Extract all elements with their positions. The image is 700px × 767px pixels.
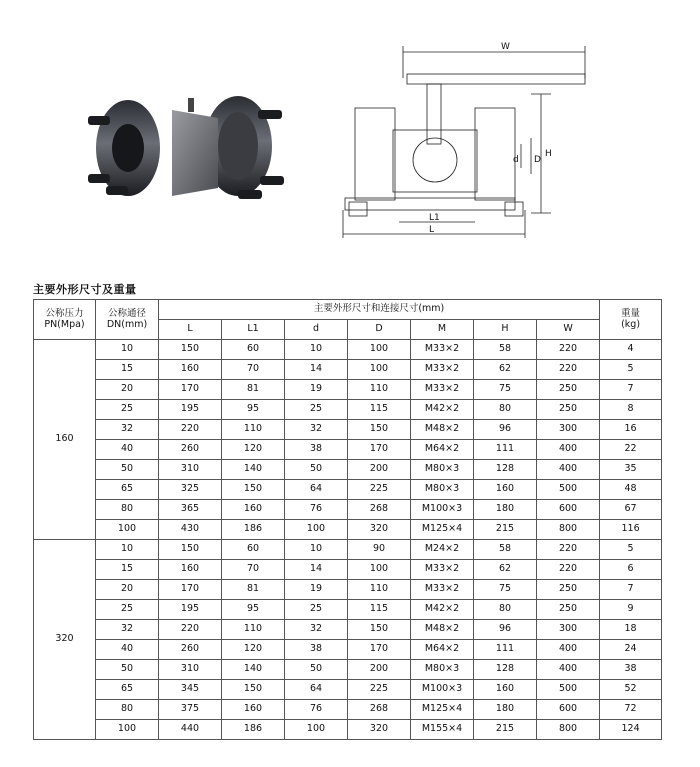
table-cell: 20 (96, 580, 159, 600)
valve-dimension-drawing (335, 38, 680, 243)
table-cell: 320 (348, 720, 411, 740)
table-cell: 96 (474, 420, 537, 440)
table-cell: 150 (159, 540, 222, 560)
table-cell: 7 (600, 580, 662, 600)
table-cell: 300 (537, 620, 600, 640)
table-row (34, 700, 662, 720)
table-cell: 32 (96, 420, 159, 440)
table-row (34, 420, 662, 440)
table-cell: 80 (96, 700, 159, 720)
table-cell: 260 (159, 640, 222, 660)
header-col-m: M (411, 320, 474, 340)
table-cell: 260 (159, 440, 222, 460)
table-cell: 310 (159, 660, 222, 680)
table-cell: 100 (96, 520, 159, 540)
table-cell: 250 (537, 580, 600, 600)
table-cell: 180 (474, 500, 537, 520)
pn-group-cell: 160 (34, 340, 96, 540)
table-cell: 195 (159, 600, 222, 620)
table-cell: 7 (600, 380, 662, 400)
table-cell: 14 (285, 360, 348, 380)
table-cell: 95 (222, 400, 285, 420)
table-cell: 24 (600, 640, 662, 660)
table-cell: 100 (348, 340, 411, 360)
table-cell: 38 (285, 440, 348, 460)
header-dims-group: 主要外形尺寸和连接尺寸(mm) (159, 300, 600, 320)
table-cell: 75 (474, 380, 537, 400)
table-cell: 80 (474, 600, 537, 620)
header-weight: 重量 (kg) (600, 300, 662, 340)
table-cell: 62 (474, 360, 537, 380)
table-cell: 60 (222, 340, 285, 360)
table-cell: 124 (600, 720, 662, 740)
table-cell: 200 (348, 660, 411, 680)
table-cell: M33×2 (411, 360, 474, 380)
table-cell: 5 (600, 540, 662, 560)
table-cell: 345 (159, 680, 222, 700)
table-cell: 800 (537, 720, 600, 740)
table-cell: 310 (159, 460, 222, 480)
table-cell: 115 (348, 600, 411, 620)
table-cell: 268 (348, 500, 411, 520)
table-cell: M48×2 (411, 620, 474, 640)
table-cell: M155×4 (411, 720, 474, 740)
table-cell: 20 (96, 380, 159, 400)
table-cell: 67 (600, 500, 662, 520)
table-cell: 62 (474, 560, 537, 580)
header-col-d-small: d (285, 320, 348, 340)
table-cell: M42×2 (411, 400, 474, 420)
table-cell: 186 (222, 520, 285, 540)
table-cell: 14 (285, 560, 348, 580)
table-cell: 500 (537, 680, 600, 700)
table-cell: M33×2 (411, 560, 474, 580)
table-row (34, 660, 662, 680)
table-cell: 81 (222, 380, 285, 400)
table-cell: 58 (474, 340, 537, 360)
spec-table (33, 299, 662, 740)
table-cell: 10 (285, 540, 348, 560)
table-cell: 100 (348, 560, 411, 580)
table-cell: 110 (348, 580, 411, 600)
table-cell: 32 (285, 420, 348, 440)
table-row (34, 400, 662, 420)
section-title: 主要外形尺寸及重量 (33, 283, 137, 296)
spec-table-body (34, 340, 662, 740)
table-cell: 170 (348, 640, 411, 660)
table-row (34, 580, 662, 600)
pn-group-cell: 320 (34, 540, 96, 740)
dim-label-l: L (429, 225, 435, 235)
table-cell: 215 (474, 520, 537, 540)
table-cell: 150 (348, 420, 411, 440)
table-cell: 81 (222, 580, 285, 600)
table-cell: 600 (537, 700, 600, 720)
table-cell: 16 (600, 420, 662, 440)
table-cell: 140 (222, 460, 285, 480)
table-cell: M64×2 (411, 640, 474, 660)
table-cell: 160 (222, 700, 285, 720)
table-cell: 500 (537, 480, 600, 500)
table-cell: 160 (159, 360, 222, 380)
table-row (34, 520, 662, 540)
table-cell: 300 (537, 420, 600, 440)
header-col-h: H (474, 320, 537, 340)
table-cell: 25 (96, 400, 159, 420)
table-row (34, 460, 662, 480)
table-cell: 150 (159, 340, 222, 360)
table-cell: 70 (222, 560, 285, 580)
table-cell: 170 (348, 440, 411, 460)
table-row (34, 720, 662, 740)
table-cell: 160 (159, 560, 222, 580)
table-row (34, 440, 662, 460)
table-cell: 95 (222, 600, 285, 620)
table-row (34, 340, 662, 360)
table-cell: M33×2 (411, 380, 474, 400)
header-pn: 公称压力 PN(Mpa) (34, 300, 96, 340)
table-cell: 10 (285, 340, 348, 360)
table-cell: 110 (222, 420, 285, 440)
table-cell: 5 (600, 360, 662, 380)
table-row (34, 380, 662, 400)
dim-label-d-small: d (513, 155, 519, 165)
table-cell: 38 (600, 660, 662, 680)
table-cell: 40 (96, 440, 159, 460)
table-cell: M33×2 (411, 580, 474, 600)
table-cell: 32 (96, 620, 159, 640)
table-cell: 220 (159, 420, 222, 440)
header-col-l: L (159, 320, 222, 340)
table-cell: M80×3 (411, 480, 474, 500)
table-cell: 400 (537, 440, 600, 460)
table-cell: 430 (159, 520, 222, 540)
table-cell: 150 (222, 680, 285, 700)
table-cell: 50 (285, 660, 348, 680)
table-cell: 15 (96, 560, 159, 580)
table-cell: 19 (285, 380, 348, 400)
table-cell: 170 (159, 580, 222, 600)
table-cell: M64×2 (411, 440, 474, 460)
table-row (34, 540, 662, 560)
table-cell: 186 (222, 720, 285, 740)
table-cell: 115 (348, 400, 411, 420)
table-cell: 400 (537, 660, 600, 680)
table-cell: 38 (285, 640, 348, 660)
table-cell: M100×3 (411, 500, 474, 520)
table-cell: 100 (285, 520, 348, 540)
table-cell: M80×3 (411, 660, 474, 680)
table-cell: 320 (348, 520, 411, 540)
table-cell: 170 (159, 380, 222, 400)
table-cell: 375 (159, 700, 222, 720)
table-cell: 75 (474, 580, 537, 600)
table-cell: 220 (159, 620, 222, 640)
table-cell: 800 (537, 520, 600, 540)
table-cell: 160 (474, 680, 537, 700)
table-cell: 120 (222, 440, 285, 460)
table-cell: 220 (537, 560, 600, 580)
table-cell: 400 (537, 640, 600, 660)
table-row (34, 560, 662, 580)
table-cell: 10 (96, 540, 159, 560)
table-cell: 225 (348, 480, 411, 500)
table-cell: 6 (600, 560, 662, 580)
table-cell: 140 (222, 660, 285, 680)
table-cell: 35 (600, 460, 662, 480)
table-row (34, 620, 662, 640)
table-cell: 19 (285, 580, 348, 600)
table-cell: 116 (600, 520, 662, 540)
table-cell: 10 (96, 340, 159, 360)
table-row (34, 600, 662, 620)
table-cell: 100 (96, 720, 159, 740)
table-cell: 50 (96, 660, 159, 680)
table-cell: M80×3 (411, 460, 474, 480)
table-cell: 72 (600, 700, 662, 720)
dim-label-l1: L1 (429, 213, 440, 223)
table-cell: 80 (474, 400, 537, 420)
table-cell: 80 (96, 500, 159, 520)
table-cell: 600 (537, 500, 600, 520)
table-cell: 64 (285, 680, 348, 700)
table-cell: 220 (537, 360, 600, 380)
table-cell: 110 (348, 380, 411, 400)
table-cell: 365 (159, 500, 222, 520)
table-row (34, 640, 662, 660)
table-cell: 65 (96, 480, 159, 500)
table-cell: 250 (537, 400, 600, 420)
table-cell: 220 (537, 540, 600, 560)
header-col-d-large: D (348, 320, 411, 340)
table-cell: 96 (474, 620, 537, 640)
table-cell: 250 (537, 600, 600, 620)
header-dn: 公称通径 DN(mm) (96, 300, 159, 340)
table-cell: 325 (159, 480, 222, 500)
table-cell: 65 (96, 680, 159, 700)
table-cell: M125×4 (411, 700, 474, 720)
table-cell: 32 (285, 620, 348, 640)
table-cell: 90 (348, 540, 411, 560)
table-cell: 9 (600, 600, 662, 620)
table-cell: M48×2 (411, 420, 474, 440)
table-cell: M42×2 (411, 600, 474, 620)
table-cell: M24×2 (411, 540, 474, 560)
table-cell: 100 (348, 360, 411, 380)
dim-label-h: H (545, 149, 552, 159)
table-cell: 111 (474, 440, 537, 460)
table-cell: 76 (285, 700, 348, 720)
table-cell: 220 (537, 340, 600, 360)
table-cell: 215 (474, 720, 537, 740)
table-row (34, 480, 662, 500)
table-cell: 50 (96, 460, 159, 480)
table-cell: M33×2 (411, 340, 474, 360)
table-cell: 70 (222, 360, 285, 380)
table-cell: 64 (285, 480, 348, 500)
table-cell: 440 (159, 720, 222, 740)
dim-label-d-large: D (534, 155, 541, 165)
table-cell: 52 (600, 680, 662, 700)
table-row (34, 360, 662, 380)
table-row (34, 680, 662, 700)
table-cell: 15 (96, 360, 159, 380)
table-cell: M125×4 (411, 520, 474, 540)
table-cell: 150 (348, 620, 411, 640)
table-cell: 400 (537, 460, 600, 480)
dim-label-w: W (501, 42, 510, 52)
table-cell: 60 (222, 540, 285, 560)
table-cell: 110 (222, 620, 285, 640)
table-cell: 8 (600, 400, 662, 420)
table-cell: 128 (474, 460, 537, 480)
table-cell: 40 (96, 640, 159, 660)
table-row (34, 500, 662, 520)
table-cell: 200 (348, 460, 411, 480)
table-cell: 225 (348, 680, 411, 700)
table-cell: 50 (285, 460, 348, 480)
valve-photo (88, 88, 288, 218)
table-cell: M100×3 (411, 680, 474, 700)
table-cell: 111 (474, 640, 537, 660)
table-cell: 180 (474, 700, 537, 720)
table-cell: 25 (285, 400, 348, 420)
table-cell: 76 (285, 500, 348, 520)
table-cell: 58 (474, 540, 537, 560)
table-cell: 100 (285, 720, 348, 740)
table-cell: 195 (159, 400, 222, 420)
table-cell: 128 (474, 660, 537, 680)
table-cell: 160 (222, 500, 285, 520)
table-cell: 25 (96, 600, 159, 620)
table-cell: 22 (600, 440, 662, 460)
table-cell: 18 (600, 620, 662, 640)
table-cell: 150 (222, 480, 285, 500)
table-cell: 160 (474, 480, 537, 500)
header-col-l1: L1 (222, 320, 285, 340)
table-cell: 25 (285, 600, 348, 620)
table-cell: 4 (600, 340, 662, 360)
table-cell: 250 (537, 380, 600, 400)
table-cell: 48 (600, 480, 662, 500)
table-cell: 120 (222, 640, 285, 660)
header-col-w: W (537, 320, 600, 340)
table-cell: 268 (348, 700, 411, 720)
